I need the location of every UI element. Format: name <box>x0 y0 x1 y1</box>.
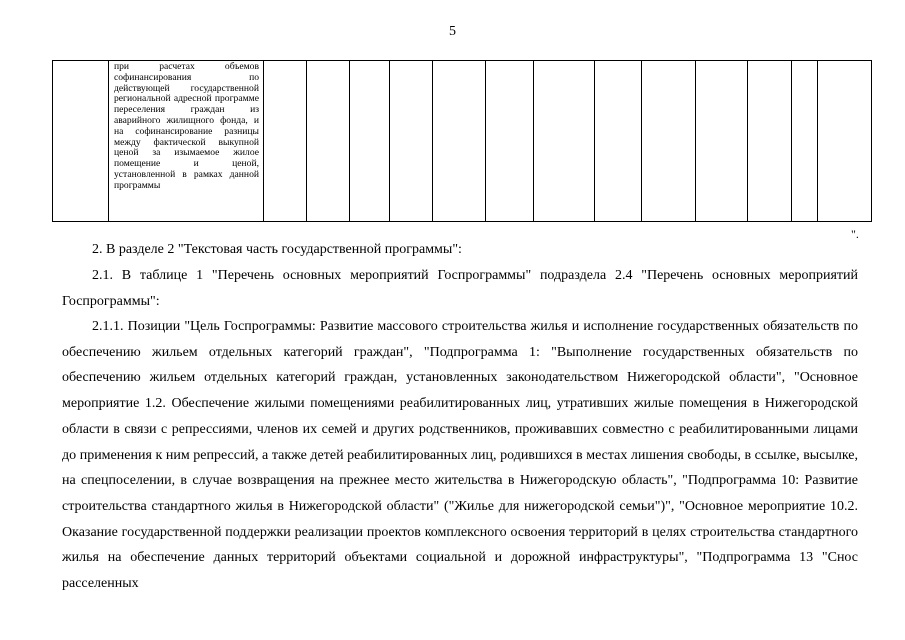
table-cell <box>748 61 792 222</box>
table-cell <box>534 61 595 222</box>
page-number: 5 <box>449 24 456 39</box>
table-cell <box>350 61 390 222</box>
table-cell <box>696 61 748 222</box>
table-cell <box>433 61 486 222</box>
paragraph-2-1-1: 2.1.1. Позиции "Цель Госпрограммы: Развитие массового строительства жилья и исполнение государственных обязательств по обеспечению жильем отдельных категорий граждан", "Подпрограмма 1: "Выполнение государственных обязательств по обеспечению жильем отдельных категорий граждан, установленных законодательством Нижегородской области", "Основное мероприятие 1.2. Обеспечение жилыми помещениями реабилитированных лиц, утративших жилые помещения в Нижегородской области в связи с репрессиями, членов их семей и других родственников, проживавших совместно с реабилитированными лицами до применения к ним репрессий, а также детей реабилитированных лиц, родившихся в местах лишения свободы, в ссылке, высылке, на спецпоселении, в случае возвращения на прежнее место жительства в Нижегородскую область", "Подпрограмма 10: Развитие строительства стандартного жилья в Нижегородской области" ("Жилье для нижегородской семьи")", "Основное мероприятие 10.2. Оказание государственной поддержки реализации проектов комплексного освоения территорий в целях строительства стандартного жилья на обеспечение данных территорий объектами социальной и дорожной инфраструктуры", "Подпрограмма 13 "Снос расселенных <box>62 319 858 592</box>
description-text: при расчетах объемов софинансирования по действующей государственной региональной адресной программе переселения граждан из аварийного жилищного фонда, и на софинансирование разницы между фактической выкупной ценой за изымаемое жилое помещение и ценой, установленной в рамках данной программы <box>114 61 259 191</box>
table-continuation <box>52 60 872 222</box>
table-cell <box>307 61 350 222</box>
table-cell <box>595 61 642 222</box>
table-cell <box>486 61 534 222</box>
table-row <box>53 61 872 222</box>
table-cell <box>642 61 696 222</box>
table-cell <box>53 61 109 222</box>
paragraph-2-1: 2.1. В таблице 1 "Перечень основных мероприятий Госпрограммы" подраздела 2.4 "Перечень основных мероприятий Госпрограммы": <box>62 268 858 309</box>
table-cell <box>390 61 433 222</box>
table-cell <box>792 61 818 222</box>
closing-quote: ". <box>851 227 859 241</box>
table-cell <box>818 61 872 222</box>
table-cell-description <box>109 61 264 222</box>
table-cell <box>264 61 307 222</box>
paragraph-section-2: 2. В разделе 2 "Текстовая часть государственной программы": <box>92 242 462 257</box>
